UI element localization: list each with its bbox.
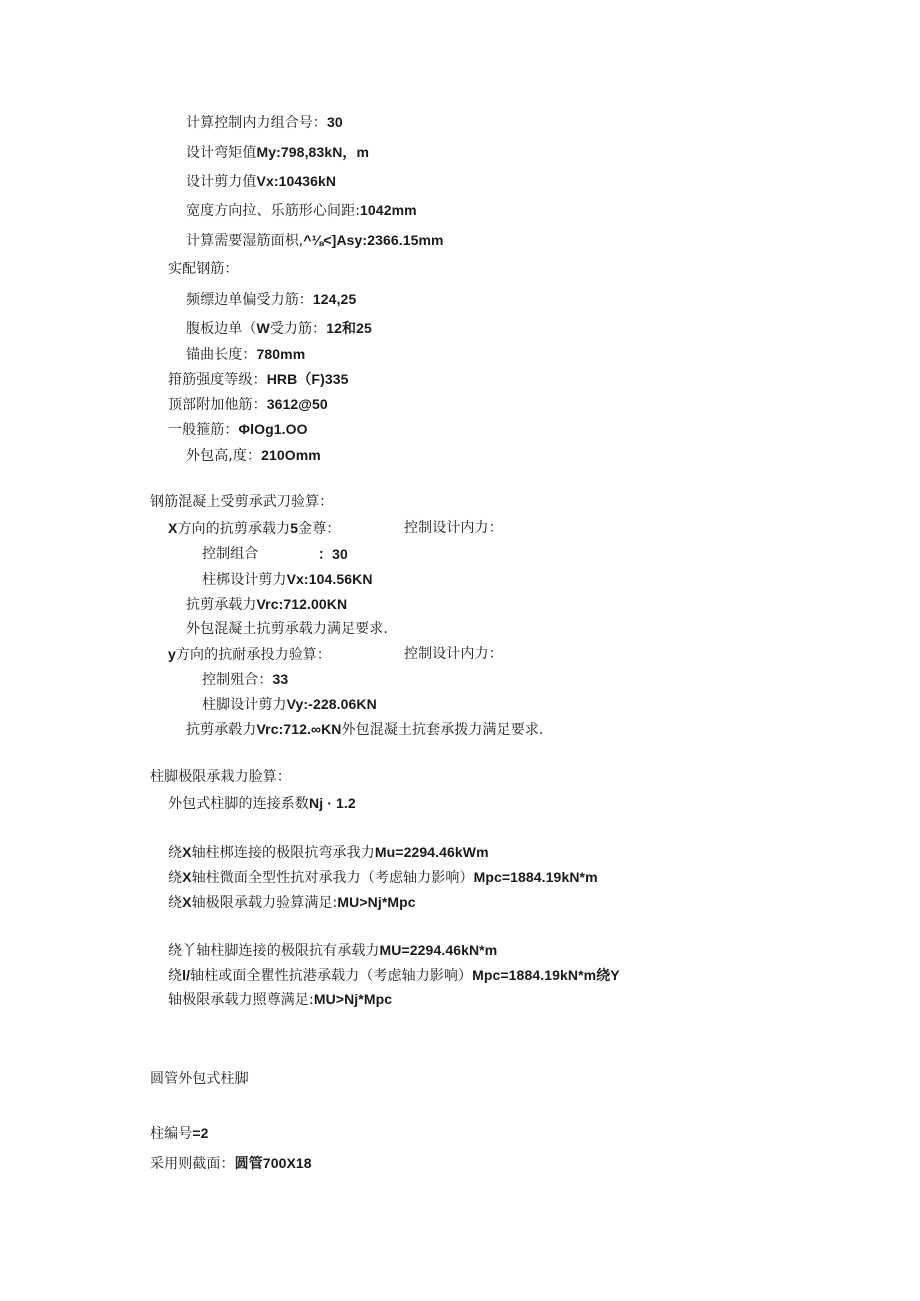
width-distance-label: 宽度方向拉、乐筋形心间距: [186,203,361,219]
x-col-shear-line [202,569,373,590]
x-resist-value: Vrc:712.00KN [256,596,348,612]
column-number-line [150,1123,208,1144]
connection-coef-label: 外包式柱脚的连接系数 [168,796,309,812]
x-control-force-label: 控制设计内力： [404,520,503,536]
anchor-length-line [186,344,305,365]
design-moment-line [186,142,369,163]
web-rebar-prefix: W [256,320,270,336]
x3-value: MU>Nj*Mpc [337,894,416,910]
x-shear-num: 5 [290,520,299,536]
x-col-shear-value: Vx:104.56KN [286,571,373,587]
x-result-line [186,619,388,639]
wrap-height-value: 210Omm [261,447,321,463]
column-number-label: 柱编号 [150,1126,193,1142]
x1-axis: X [182,844,192,860]
x-control-combo-value-line [318,544,348,565]
web-rebar-label: 腹板边单（ [186,321,257,337]
limit-check-title [150,767,291,787]
y-control-force-line [404,644,503,664]
y-plastic-moment-line [168,965,620,986]
calc-control-value: 30 [327,114,343,130]
y-limit-moment-line [168,940,497,961]
x3-axis: X [182,894,192,910]
y-col-shear-label: 柱脚设计剪力 [202,697,287,713]
web-rebar-line [186,318,372,339]
x2-label: 轴柱微面全型性抗对承我力（考虑轴力影响） [191,870,474,886]
design-shear-value: Vx:10436kN [256,173,337,189]
x-resist-line [186,594,347,615]
y-control-force-label: 控制设计内力： [404,646,503,662]
y-shear-label: 方向的抗耐承投力验算： [175,647,331,663]
x3-label: 轴极限承载力验算满足: [191,895,338,911]
anchor-length-label: 锚曲长度： [186,347,257,363]
x-result-text: 外包混凝土抗剪承载力满足要求. [186,621,388,637]
stirrup-grade-value: HRB（F)335 [266,371,349,387]
x-control-force-line [404,518,503,538]
calc-control-label: 计算控制内力组合号： [186,115,327,131]
top-extra-rebar-line [168,394,328,415]
top-extra-rebar-label: 顶部附加他筋： [168,397,267,413]
y1-value: MU=2294.46kN*m [379,942,498,958]
connection-coef-value: Nj · 1.2 [309,795,356,811]
design-moment-label: 设计弯矩值 [186,145,257,161]
round-tube-title-text: 圆管外包式柱脚 [150,1071,249,1087]
shear-check-title [150,492,333,512]
calc-control-combo-line [186,112,343,133]
required-area-value: ^⅛<]Asy:2366.15mm [303,232,444,248]
x-shear-heading [168,518,340,539]
x-limit-moment-line [168,842,489,863]
y-control-combo-value: 33 [272,671,289,687]
section-line [150,1153,312,1174]
y-resist-line [186,719,543,740]
y-shear-heading [168,644,331,665]
y2-value: Mpc=1884.19kN*m绕Y [472,967,620,983]
y-col-shear-line [202,694,377,715]
shear-check-title-text: 钢筋混凝上受剪承武刀验算： [150,494,334,510]
width-distance-line [186,200,417,221]
actual-rebar-label: 实配钢筋： [168,261,239,277]
x-shear-label-2: 金尊： [298,521,341,537]
x-control-combo-line [202,544,258,564]
x1-label: 轴柱梆连接的极限抗弯承我力 [191,845,375,861]
y-shear-prefix: y [168,646,176,662]
section-value: 圆管700X18 [234,1155,312,1171]
y-limit-check-line [168,989,392,1010]
design-shear-label: 设计剪力值 [186,174,257,190]
general-stirrup-label: 一般箍筋： [168,422,239,438]
y1-around: 绕 [168,943,183,959]
y3-label: 轴极限承载力照尊满足: [168,992,314,1008]
general-stirrup-line [168,419,308,440]
x-shear-label: 方向的抗剪承载力 [177,521,291,537]
y-resist-label: 抗剪承毂力 [186,722,257,738]
connection-coef-line [168,793,356,814]
x1-value: Mu=2294.46kWm [374,844,489,860]
top-extra-rebar-value: 3612@50 [266,396,328,412]
wrap-height-label: 外包高,度： [186,448,262,464]
wrap-height-line [186,445,321,466]
y2-axis: l/ [182,967,191,983]
y-col-shear-value: Vy:-228.06KN [286,696,377,712]
section-label: 采用则截面： [150,1156,235,1172]
web-rebar-label-2: 受力筋： [269,321,327,337]
x-resist-label: 抗剪承载力 [186,597,257,613]
width-distance-value: 1042mm [360,202,417,218]
stirrup-grade-label: 箝筋强度等级： [168,372,267,388]
x3-around: 绕 [168,895,183,911]
required-area-label: 计算需要湿筋面枳, [186,233,304,249]
web-rebar-value: 12和25 [326,320,372,336]
y1-axis: 丫 [182,943,197,959]
x-limit-check-line [168,892,416,913]
limit-check-title-text: 柱脚极限承栽力脸算： [150,769,291,785]
round-tube-title [150,1069,249,1089]
y1-label: 轴柱脚连接的极限抗有承载力 [196,943,380,959]
required-area-line [186,230,444,251]
x-control-combo-label: 控制组合 [202,546,259,562]
x2-value: Mpc=1884.19kN*m [473,869,598,885]
actual-rebar-heading [168,259,239,279]
flange-rebar-line [186,289,356,310]
x-control-combo-value: ：30 [318,546,348,562]
y-resist-value: Vrc:712.∞KN [256,721,342,737]
x1-around: 绕 [168,845,183,861]
flange-rebar-label: 频缥边单偏受力筋： [186,292,313,308]
design-moment-value: My:798,83kN，m [256,144,370,160]
x-shear-prefix: X [168,520,178,536]
y-control-combo-label: 控制殂合： [202,672,273,688]
flange-rebar-value: 124,25 [312,291,357,307]
design-shear-line [186,171,336,192]
x-col-shear-label: 柱梆设计剪力 [202,572,287,588]
y3-value: MU>Nj*Mpc [313,991,393,1007]
stirrup-grade-line [168,369,349,390]
y2-around: 绕 [168,968,183,984]
y-control-combo-line [202,669,288,690]
x2-around: 绕 [168,870,183,886]
column-number-value: =2 [192,1125,209,1141]
anchor-length-value: 780mm [256,346,306,362]
general-stirrup-value: ΦlOg1.OO [238,421,308,437]
y-result-text: 外包混凝土抗套承拨力满足要求. [341,722,544,738]
x-plastic-moment-line [168,867,598,888]
x2-axis: X [182,869,192,885]
y2-label: 轴柱或面全瞿性抗港承载力（考虑轴力影响） [190,968,473,984]
